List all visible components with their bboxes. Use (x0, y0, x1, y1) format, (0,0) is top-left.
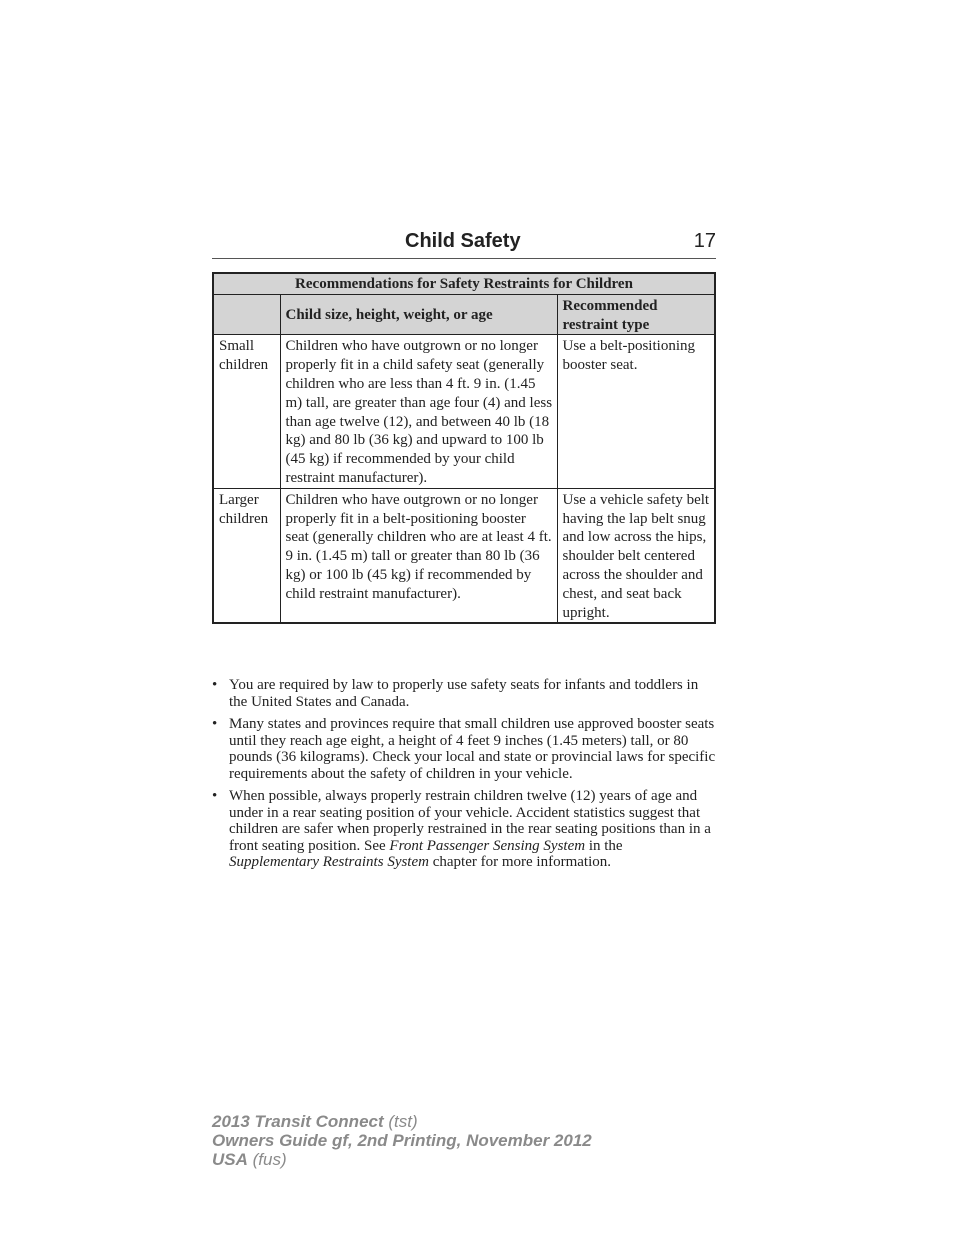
footer-model-code: (tst) (388, 1112, 418, 1131)
note-text: You are required by law to properly use safety seats for infants and toddlers in the United States and Canada. (229, 677, 699, 710)
bullet-icon: • (212, 788, 218, 804)
row-restraint: Use a belt-positioning booster seat. (557, 335, 715, 488)
footer-model: 2013 Transit Connect (212, 1112, 384, 1131)
note-text: in the (585, 837, 623, 854)
table-row (213, 335, 715, 488)
row-size: Children who have outgrown or no longer properly fit in a child safety seat (generally children who are less than 4 ft. 9 in. (1.45 m) tall, are greater than age four (4) and less than age twelve (12), and between 40 lb (18 kg) and 80 lb (36 kg) and upward to 100 lb (45 kg) if recommended by your child restraint manufacturer). (280, 335, 557, 488)
bullet-icon: • (212, 677, 218, 693)
table-caption: Recommendations for Safety Restraints for Children (213, 273, 715, 294)
list-item (212, 677, 716, 710)
page-number: 17 (693, 230, 716, 252)
note-text: Many states and provinces require that small children use approved booster seats until they reach age eight, a height of 4 feet 9 inches (1.45 meters) tall, or 80 pounds (36 kilograms). Check your local and state or provincial laws for specific requirements about the safety of children in your vehicle. (229, 716, 716, 782)
footer-market-code: (fus) (252, 1150, 287, 1169)
column-header-category (213, 294, 280, 335)
notes-list (212, 677, 716, 877)
table-row (213, 488, 715, 623)
footer-line-model (212, 1112, 592, 1131)
row-category: Small children (213, 335, 280, 488)
note-text: chapter for more information. (428, 854, 611, 870)
bullet-icon: • (212, 716, 218, 732)
column-header-size: Child size, height, weight, or age (280, 294, 557, 335)
page-footer (212, 1112, 592, 1169)
note-text: When possible, always properly restrain children twelve (12) years of age and under in a rear seating position of your vehicle. Accident statistics suggest that children are safer when properly restrained in the rear seating positions than in a front seating position. See (229, 788, 711, 854)
row-category: Larger children (213, 488, 280, 623)
footer-edition: Owners Guide gf, 2nd Printing, November 2012 (212, 1131, 592, 1150)
list-item (212, 788, 716, 871)
page-header (212, 228, 716, 259)
page-title: Child Safety (405, 230, 521, 252)
row-restraint: Use a vehicle safety belt having the lap belt snug and low across the hips, shoulder belt centered across the shoulder and chest, and seat back upright. (557, 488, 715, 623)
table-caption-row (213, 273, 715, 294)
restraint-recommendations-table (212, 272, 716, 624)
table-header-row (213, 294, 715, 335)
list-item (212, 716, 716, 782)
cross-reference-supplementary-restraints: Supplementary Restraints System (229, 854, 429, 870)
column-header-restraint: Recommended restraint type (557, 294, 715, 335)
footer-line-edition (212, 1131, 592, 1150)
footer-line-market (212, 1150, 592, 1169)
footer-market: USA (212, 1150, 248, 1169)
cross-reference-front-passenger-sensing: Front Passenger Sensing System (389, 837, 586, 854)
row-size: Children who have outgrown or no longer properly fit in a belt-positioning booster seat (generally children who are at least 4 ft. 9 in. (1.45 m) tall or greater than 80 lb (36 kg) or 100 lb (45 kg) if recommended by child restraint manufacturer). (280, 488, 557, 623)
